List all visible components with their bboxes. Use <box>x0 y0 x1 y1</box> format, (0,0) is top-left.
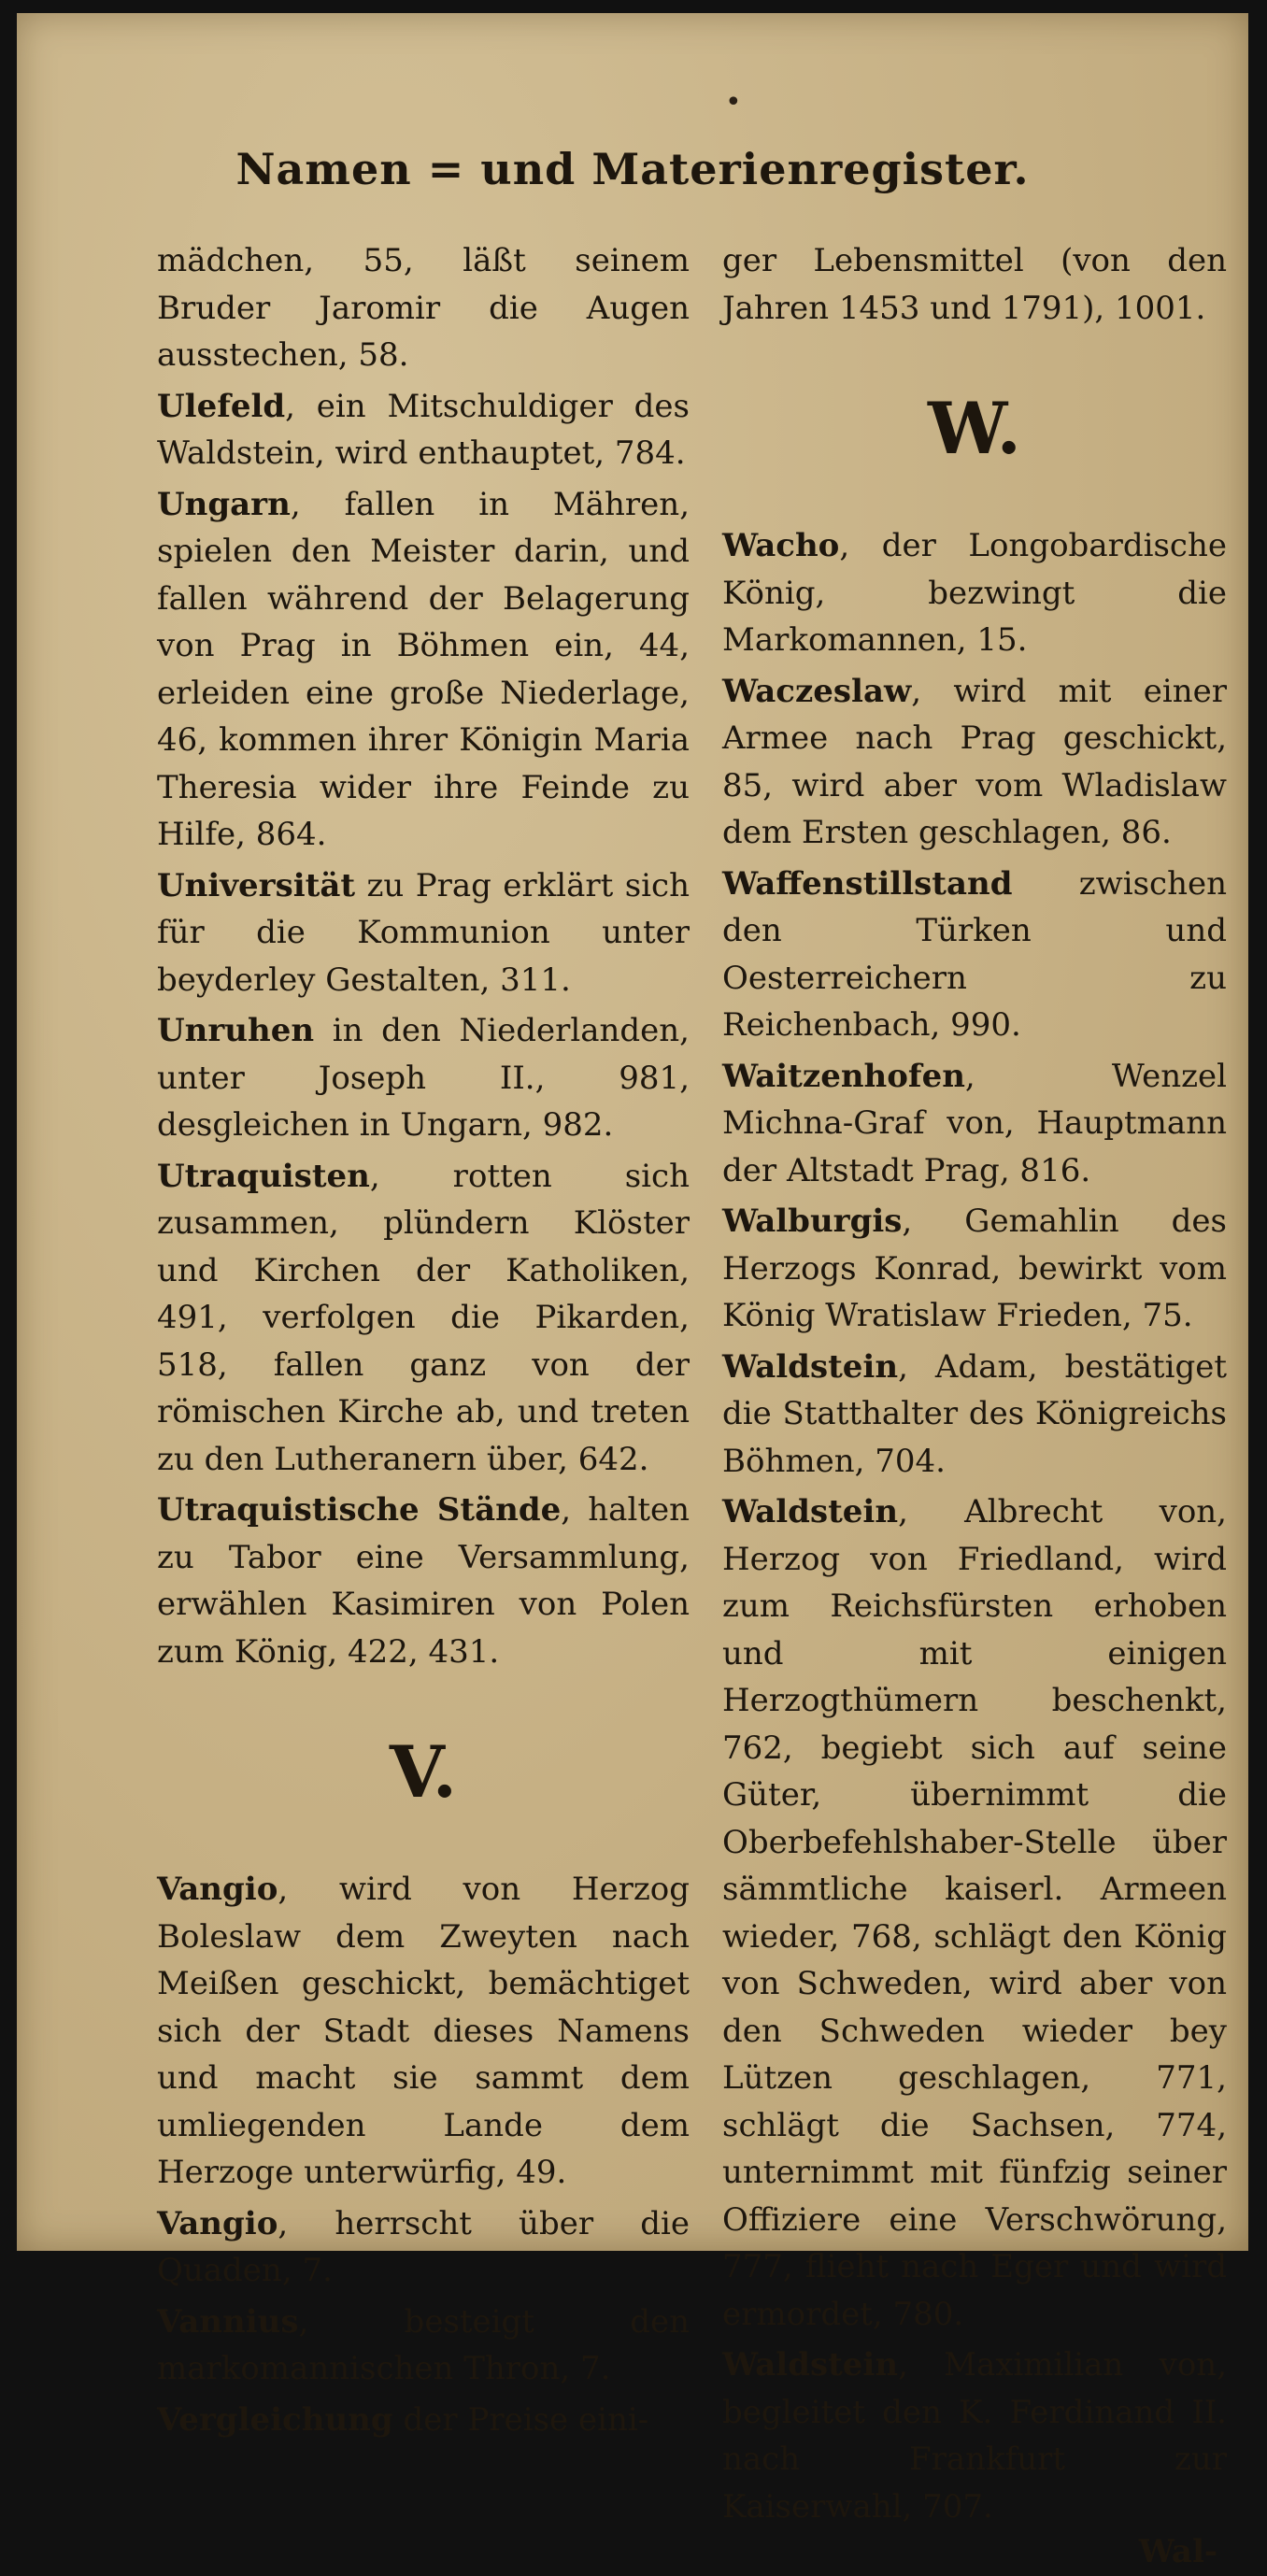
index-entry <box>157 1487 690 1675</box>
index-entry <box>157 862 690 1004</box>
entry-lemma: Unruhen <box>157 1012 315 1049</box>
index-entry <box>157 1153 690 1484</box>
index-entry <box>157 237 690 379</box>
index-entry <box>722 668 1227 857</box>
index-entry <box>722 1344 1227 1486</box>
index-entry <box>722 2341 1227 2530</box>
entry-text: , halten zu Tabor eine Versammlung, erwählen Kasimiren von Polen zum König, 422, 431. <box>157 1491 690 1671</box>
page-header: Namen = und Materienregister. <box>235 144 1030 194</box>
right-column <box>722 237 1227 2576</box>
entry-text: der Preise eini- <box>392 2400 649 2439</box>
entry-lemma: Vergleichung <box>157 2400 393 2439</box>
index-entry <box>157 1866 690 2197</box>
index-entry <box>157 481 690 859</box>
entry-text: ger Lebensmittel (von den Jahren 1453 und 1791), 1001. <box>722 242 1227 327</box>
section-letter: V. <box>389 1730 458 1814</box>
entry-lemma: Vangio <box>157 1871 278 1908</box>
entry-text: in den Niederlanden, unter Joseph II., 981, desgleichen in Ungarn, 982. <box>157 1012 690 1144</box>
entry-lemma: Vannius <box>157 2302 299 2341</box>
entry-lemma: Ungarn <box>157 485 291 523</box>
index-entry <box>157 2200 690 2295</box>
index-entry <box>722 237 1227 332</box>
entry-lemma: Universität <box>157 866 356 904</box>
entry-lemma: Utraquistische Stände <box>157 1491 562 1529</box>
entry-text: , ein Mitschuldiger des Waldstein, wird enthauptet, 784. <box>157 387 690 472</box>
left-column <box>157 237 690 2447</box>
entry-text: , besteigt den markomannischen Thron, 7. <box>157 2302 690 2387</box>
entry-lemma: Waffenstillstand <box>722 864 1013 903</box>
entry-text: , fallen in Mähren, spielen den Meister darin, und fallen während der Belagerung von Prag in Böhmen ein, 44, erleiden eine große Niederlage, 46, kommen ihrer Königin Maria Theresia wider ihre Feinde zu Hilfe, 864. <box>157 485 690 853</box>
index-entry <box>157 2397 690 2444</box>
index-entry <box>722 1053 1227 1195</box>
index-entry <box>722 522 1227 664</box>
entry-text: , Wenzel Michna-Graf von, Hauptmann der Altstadt Prag, 816. <box>722 1057 1227 1189</box>
section-letter: W. <box>928 387 1021 470</box>
page-mark: • <box>725 86 742 119</box>
entry-lemma: Waldstein <box>722 1347 899 1386</box>
entry-text: , Maximilian von, begleitet den K. Ferdinand II. nach Frankfurt zur Kaiserwahl, 707. <box>722 2346 1227 2526</box>
entry-text: , Albrecht von, Herzog von Friedland, wird zum Reichsfürsten erhoben und mit einigen Herzogthümern beschenkt, 762, begiebt sich auf seine Güter, übernimmt die Oberbefehlshaber-Stelle über sämmtliche kaiserl. Armeen wieder, 768, schlägt den König von Schweden, wird aber von den Schweden wieder bey Lützen geschlagen, 771, schlägt die Sachsen, 774, unternimmt mit fünfzig seiner Offiziere eine Verschwörung, 777, flieht nach Eger und wird ermordet, 780. <box>722 1493 1227 2333</box>
index-entry <box>722 1198 1227 1340</box>
index-entry <box>157 2298 690 2393</box>
entry-text: , Adam, bestätiget die Statthalter des Königreichs Böhmen, 704. <box>722 1347 1227 1480</box>
entry-text: zu Prag erklärt sich für die Kommunion unter beyderley Gestalten, 311. <box>157 866 690 999</box>
entry-text: , rotten sich zusammen, plündern Klöster und Kirchen der Katholiken, 491, verfolgen die Pikarden, 518, fallen ganz von der römischen Kirche ab, und treten zu den Lutheranern über, 642. <box>157 1157 690 1478</box>
entry-lemma: Ulefeld <box>157 387 286 425</box>
index-entry <box>157 383 690 477</box>
catchword: Wal- <box>1138 2533 1217 2570</box>
entry-text: , wird von Herzog Boleslaw dem Zweyten nach Meißen geschickt, bemächtiget sich der Stadt dieses Namens und macht sie sammt dem umliegenden Lande dem Herzoge unterwürfig, 49. <box>157 1871 690 2191</box>
entry-text: zwischen den Türken und Oesterreichern zu Reichenbach, 990. <box>722 864 1227 1044</box>
entry-lemma: Waldstein <box>722 2346 899 2384</box>
entry-text: , Gemahlin des Herzogs Konrad, bewirkt vom König Wratislaw Frieden, 75. <box>722 1203 1227 1334</box>
entry-lemma: Waczeslaw <box>722 672 912 710</box>
entry-text: , herrscht über die Quaden, 7. <box>157 2204 690 2289</box>
entry-lemma: Waldstein <box>722 1493 899 1530</box>
index-entry <box>722 1488 1227 2338</box>
entry-lemma: Wacho <box>722 527 840 564</box>
index-entry <box>722 861 1227 1049</box>
index-entry <box>157 1007 690 1149</box>
index-page <box>17 13 1248 2570</box>
entry-lemma: Waitzenhofen <box>722 1057 965 1095</box>
entry-text: , wird mit einer Armee nach Prag geschickt, 85, wird aber vom Wladislaw dem Ersten geschlagen, 86. <box>722 672 1227 851</box>
entry-lemma: Walburgis <box>722 1203 903 1240</box>
entry-text: mädchen, 55, läßt seinem Bruder Jaromir die Augen ausstechen, 58. <box>157 242 690 374</box>
entry-lemma: Vangio <box>157 2204 278 2242</box>
entry-text: , der Longobardische König, bezwingt die Markomannen, 15. <box>722 527 1227 659</box>
entry-lemma: Utraquisten <box>157 1157 370 1195</box>
